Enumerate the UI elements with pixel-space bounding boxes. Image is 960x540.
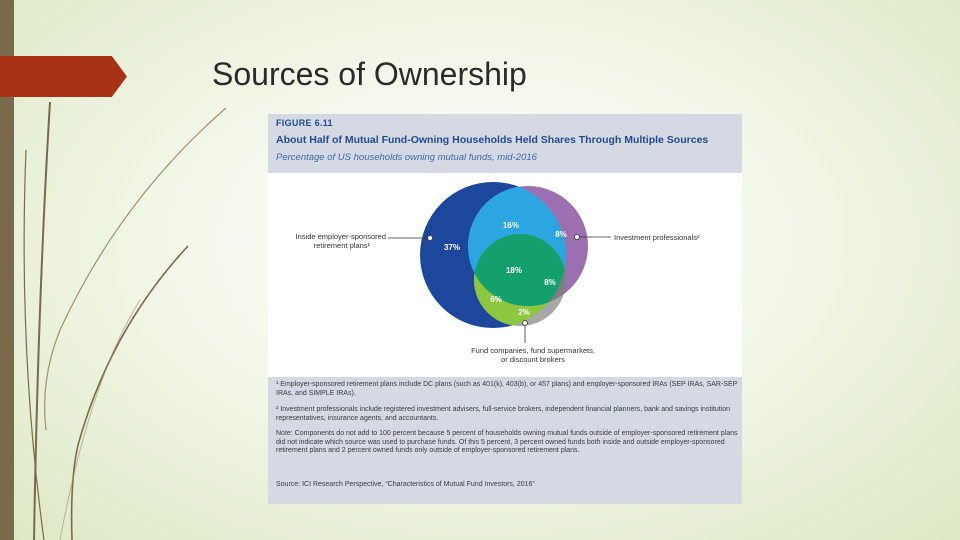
figure-notes — [268, 377, 742, 504]
figure-header — [268, 114, 742, 173]
figure-title: About Half of Mutual Fund-Owning Households Held Shares Through Multiple Sources — [276, 134, 709, 146]
note-text: Note: Components do not add to 100 percent because 5 percent of households owning mutual funds outside of employer-sponsored retirement plans did not indicate which source was used to purchase funds. Of this 5 percent, 3 percent owned funds both inside and outside employer-sponsored retirement plans and 2 percent owned funds only outside of employer-sponsored retirement plans. — [276, 430, 738, 455]
company-leader-dot — [523, 321, 528, 326]
professional-leader-dot — [575, 235, 580, 240]
value-employer-company: 6% — [490, 295, 502, 304]
value-professional-only: 8% — [555, 230, 567, 239]
value-professional-company: 8% — [544, 278, 556, 287]
slide-title: Sources of Ownership — [212, 56, 527, 92]
value-company-only: 2% — [518, 308, 530, 317]
figure-number: FIGURE 6.11 — [276, 118, 333, 128]
label-companies-line1: Fund companies, fund supermarkets, — [471, 346, 595, 355]
employer-leader-dot — [428, 236, 433, 241]
label-professionals: Investment professionals² — [614, 233, 700, 242]
label-companies-line2: or discount brokers — [501, 355, 565, 364]
value-employer-professional: 16% — [502, 221, 520, 230]
venn-diagram — [268, 173, 742, 377]
footnote-1: ¹ Employer-sponsored retirement plans include DC plans (such as 401(k), 403(b), or 457 plans) and employer-sponsored IRAs (SEP IRAs, SAR-SEP IRAs, and SIMPLE IRAs). — [276, 381, 738, 397]
label-employer-line2: retirement plans¹ — [313, 241, 370, 250]
figure-panel — [268, 114, 742, 504]
footnote-2: ² Investment professionals include registered investment advisers, full-service brokers, independent financial planners, bank and savings institution representatives, insurance agents, and accountants. — [276, 406, 731, 422]
source-text: Source: ICI Research Perspective, “Characteristics of Mutual Fund Investors, 2016” — [276, 481, 535, 488]
figure-subtitle: Percentage of US households owning mutual funds, mid-2016 — [276, 152, 537, 163]
value-all-three: 18% — [505, 266, 523, 275]
value-employer-only: 37% — [443, 243, 461, 252]
label-employer-line1: Inside employer-sponsored — [295, 232, 386, 241]
